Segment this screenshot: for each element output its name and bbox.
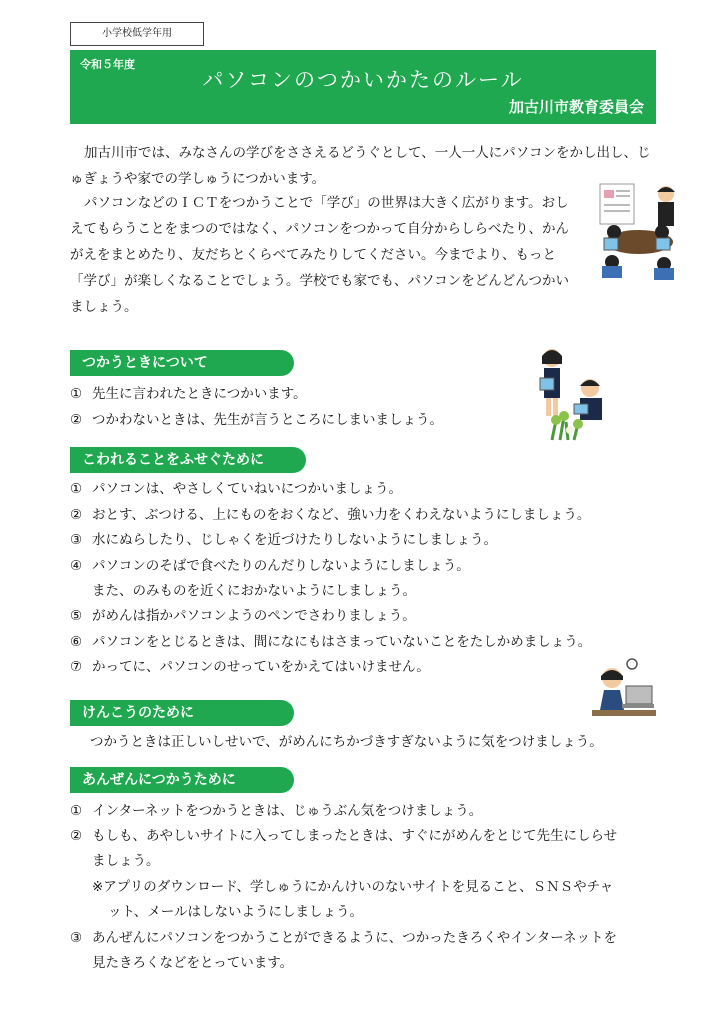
protect-item [70, 581, 416, 601]
safety-item [70, 801, 482, 821]
item-number: ① [70, 481, 83, 497]
intro-paragraph-1: 加古川市では、みなさんの学びをささえるどうぐとして、一人一人にパソコンをかし出し、じゅぎょうや家での学しゅうにつかいます。 [70, 145, 651, 187]
item-text: がめんは指かパソコンようのペンでさわりましょう。 [92, 608, 416, 624]
intro-paragraph-2: パソコンなどのＩＣＴをつかうことで「学び」の世界は大きく広がります。おしえてもらうことをまつのではなく、パソコンをつかって自分からしらべたり、かんがえをまとめたり、友だちとくらべてみたりしてください。今までより、もっと「学び」が楽しくなることでしょう。学校でも家でも、パソコンをどんどんつかいましょう。 [70, 195, 569, 315]
item-number: ③ [70, 930, 83, 946]
safety-item [70, 928, 617, 948]
item-number: ④ [70, 558, 83, 574]
item-text: もしも、あやしいサイトに入ってしまったときは、すぐにがめんをとじて先生にしらせ [92, 828, 618, 844]
students-outdoor-illustration [522, 344, 618, 444]
protect-item [70, 632, 591, 652]
protect-item [70, 479, 402, 499]
item-number: ① [70, 386, 83, 402]
item-text: おとす、ぶつける、上にものをおくなど、強い力をくわえないようにしましょう。 [92, 507, 591, 523]
item-text: パソコンのそばで食べたりのんだりしないようにしましょう。 [92, 558, 470, 574]
item-number: ⑥ [70, 634, 83, 650]
item-text: パソコンをとじるときは、間になにもはさまっていないことをたしかめましょう。 [92, 634, 592, 650]
grade-label: 小学校低学年用 [70, 22, 204, 46]
item-text: パソコンは、やさしくていねいにつかいましょう。 [92, 481, 402, 497]
item-text: つかわないときは、先生が言うところにしまいましょう。 [92, 412, 443, 428]
safety-note-continuation: ット、メールはしないようにしましょう。 [108, 904, 364, 920]
item-number: ⑦ [70, 659, 83, 675]
protect-item [70, 657, 430, 677]
protect-item [70, 556, 470, 576]
protect-item [70, 606, 416, 626]
item-number: ② [70, 412, 83, 428]
fiscal-year: 令和５年度 [80, 58, 135, 71]
safety-item-continuation: 見たきろくなどをとっています。 [92, 955, 294, 971]
usage-item [70, 384, 307, 404]
item-text: かってに、パソコンのせっていをかえてはいけません。 [92, 659, 430, 675]
protect-item [70, 505, 590, 525]
safety-note: ※アプリのダウンロード、学しゅうにかんけいのないサイトを見ること、ＳＮＳやチャ [92, 879, 614, 895]
item-number: ③ [70, 532, 83, 548]
safety-item-continuation: ましょう。 [92, 853, 160, 869]
item-number: ⑤ [70, 608, 83, 624]
section-heading-safety: あんぜんにつかうために [70, 767, 294, 793]
page-title: パソコンのつかいかたのルール [202, 68, 524, 92]
safety-item [70, 826, 617, 846]
students-tablets-illustration [594, 180, 684, 280]
section-heading-health: けんこうのために [70, 700, 294, 726]
item-text: インターネットをつかうときは、じゅうぶん気をつけましょう。 [92, 803, 483, 819]
title-banner [70, 50, 656, 124]
usage-item [70, 410, 443, 430]
organization-name: 加古川市教育委員会 [508, 98, 644, 116]
health-text: つかうときは正しいしせいで、がめんにちかづきすぎないように気をつけましょう。 [90, 734, 603, 750]
item-text: 水にぬらしたり、じしゃくを近づけたりしないようにしましょう。 [92, 532, 497, 548]
item-text: また、のみものを近くにおかないようにしましょう。 [92, 583, 416, 599]
item-number: ① [70, 803, 83, 819]
protect-item [70, 530, 497, 550]
section-heading-protect: こわれることをふせぐために [70, 447, 306, 473]
item-number: ② [70, 828, 83, 844]
item-text: あんぜんにパソコンをつかうことができるように、つかったきろくやインターネットを [92, 930, 618, 946]
item-text: 先生に言われたときにつかいます。 [92, 386, 307, 402]
section-heading-usage: つかうときについて [70, 350, 294, 376]
tired-student-illustration [592, 656, 656, 718]
item-number: ② [70, 507, 83, 523]
